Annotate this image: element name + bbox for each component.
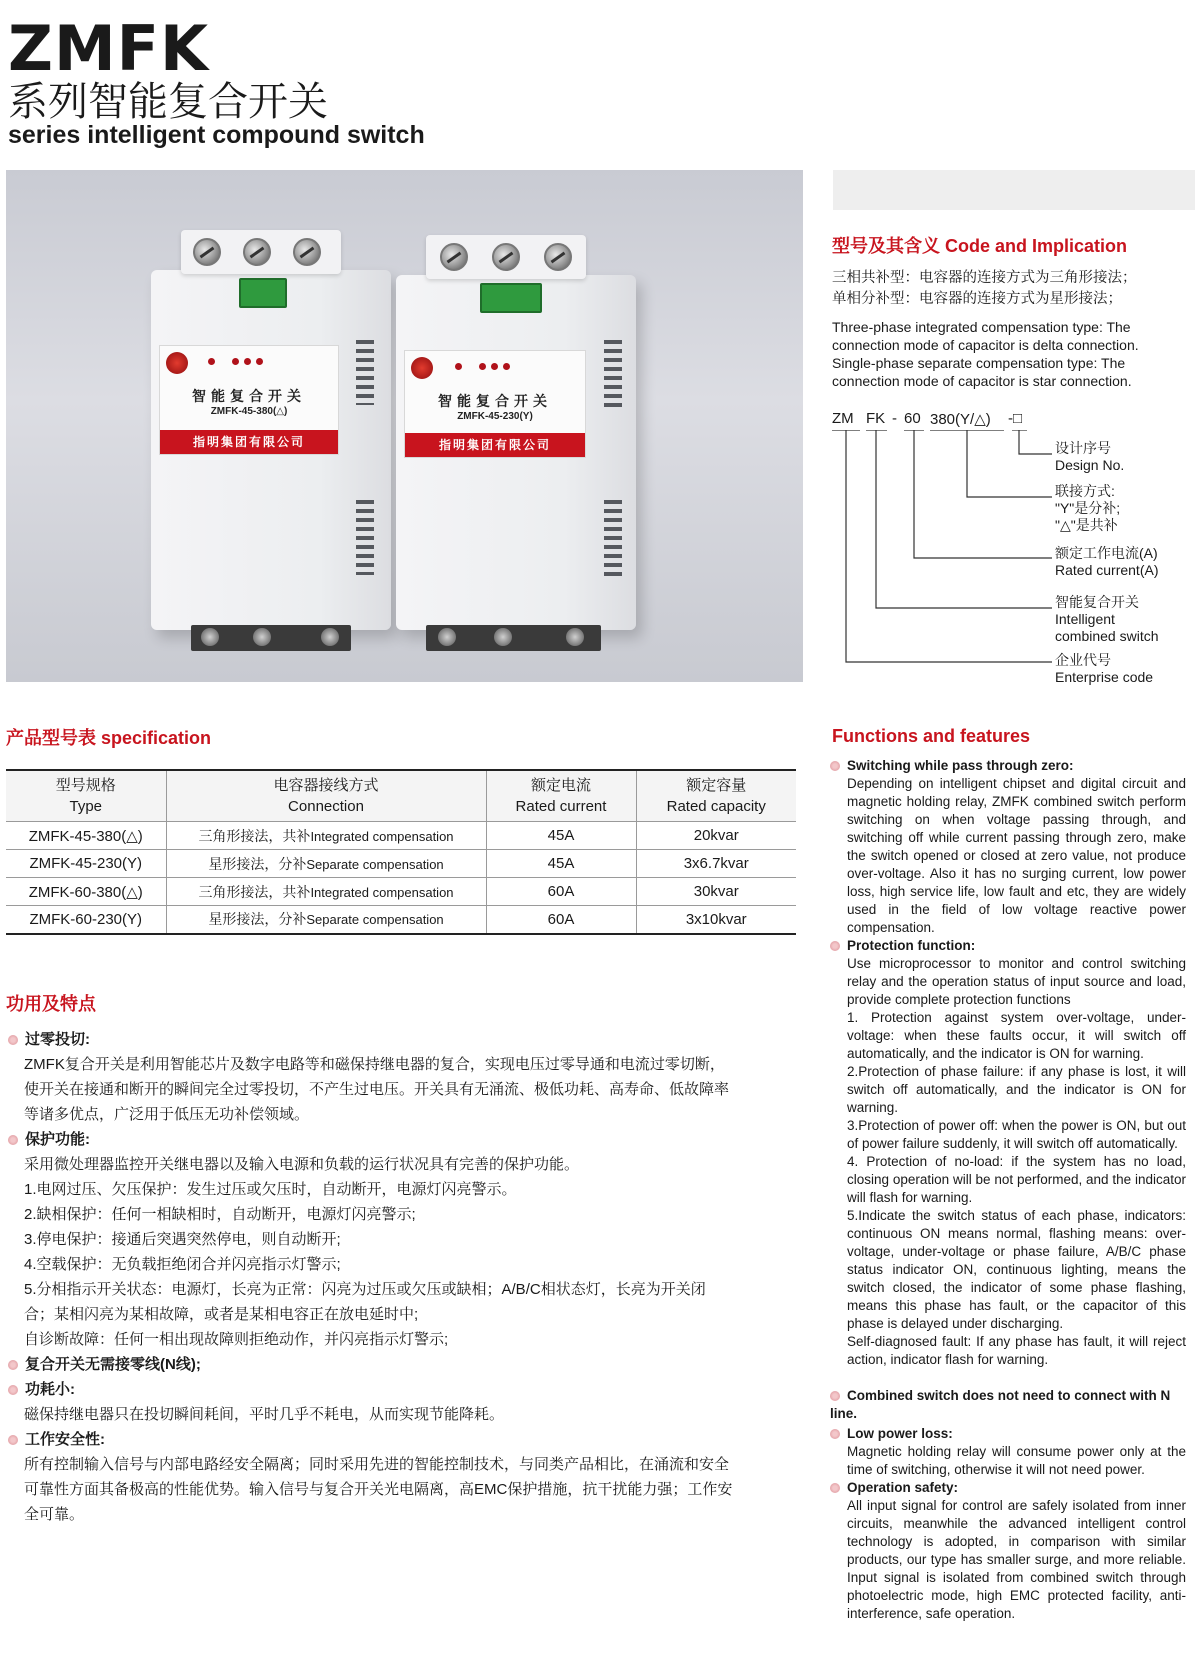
feature-en-low-power-text: Magnetic holding relay will consume power only at the time of switching, otherwise it will not need power.: [847, 1444, 1186, 1477]
cell-capacity: 20kvar: [636, 822, 796, 850]
device-right-company: 指明集团有限公司: [405, 433, 585, 457]
feature-en-safety: Operation safety:: [830, 1479, 958, 1497]
annotation-line: 额定工作电流(A): [1055, 545, 1158, 561]
code-diagram-lines: [832, 430, 1082, 670]
code-part-dash: -: [892, 410, 897, 427]
feature-cn-protection: 保护功能:: [8, 1127, 90, 1152]
table-row: [6, 906, 796, 934]
feature-cn-safety-text: 所有控制输入信号与内部电路经安全隔离；同时采用先进的智能控制技术，与同类产品相比，在涌流和安全 可靠性方面其备极高的性能优势。输入信号与复合开关光电隔离，高EMC保护措施，抗干扰能力强；工作安 全可靠。: [24, 1456, 733, 1523]
feature-en-low-power: Low power loss:: [830, 1425, 953, 1443]
device-left-label: [159, 345, 339, 455]
device-left-title: 智能复合开关: [192, 388, 306, 404]
annotation-design-no: [1055, 440, 1124, 474]
cell-capacity: 30kvar: [636, 878, 796, 906]
feature-en-protection: Protection function:: [830, 937, 975, 955]
annotation-line: Enterprise code: [1055, 669, 1154, 685]
annotation-line: combined switch: [1055, 628, 1159, 644]
table-row: [6, 822, 796, 850]
feature-en-zero-switching-text: Depending on intelligent chipset and digital circuit and magnetic holding relay, ZMFK combined switch perform switching on when voltage passing through, and switching off while current passing through zero, make the switch opened or closed at zero value, not produce over-voltage. Also it has no surging current, low power loss, high service life, low fault and etc, they are widely used in the field of low voltage reactive power compensation.: [847, 776, 1186, 935]
feature-cn-low-power: 功耗小:: [8, 1377, 75, 1402]
spec-header-connection: 电容器接线方式 Connection: [166, 770, 486, 822]
table-row: [6, 878, 796, 906]
annotation-line: 智能复合开关: [1055, 594, 1139, 610]
annotation-line: 联接方式:: [1055, 483, 1115, 499]
code-part-fk: FK: [866, 410, 886, 427]
code-desc-cn: [832, 268, 1137, 310]
code-desc-cn-line: 单相分补型：电容器的连接方式为星形接法；: [832, 291, 1122, 307]
feature-cn-zero-switching: 过零投切:: [8, 1027, 90, 1052]
spec-heading: 产品型号表 specification: [6, 728, 212, 748]
title-chinese: 系列智能复合开关: [8, 79, 328, 125]
device-left-model: ZMFK-45-380(△): [210, 406, 288, 417]
code-part-zm: ZM: [832, 410, 854, 427]
code-desc-en-line: connection mode of capacitor is delta connection.: [832, 337, 1139, 353]
device-left-company: 指明集团有限公司: [160, 430, 338, 454]
cell-connection: 三角形接法，共补Integrated compensation: [166, 878, 486, 906]
device-right: [396, 275, 636, 630]
code-desc-en-line: Three-phase integrated compensation type: The: [832, 319, 1131, 335]
code-heading: 型号及其含义 Code and Implication: [832, 236, 1128, 256]
feature-en-no-neutral: Combined switch does not need to connect with N line.: [830, 1388, 1171, 1421]
annotation-line: 设计序号: [1055, 440, 1111, 456]
cell-current: 45A: [486, 850, 636, 878]
cell-current: 60A: [486, 906, 636, 934]
device-right-title: 智能复合开关: [438, 393, 552, 409]
features-cn-heading: 功用及特点: [6, 994, 96, 1014]
code-part-connection: 380(Y/△): [930, 411, 991, 428]
cell-current: 60A: [486, 878, 636, 906]
code-part-design: -□: [1008, 410, 1023, 427]
cell-type: ZMFK-45-380(△): [6, 822, 166, 850]
spec-header-capacity: 额定容量 Rated capacity: [636, 770, 796, 822]
annotation-line: Intelligent: [1055, 611, 1115, 627]
cell-connection: 星形接法，分补Separate compensation: [166, 850, 486, 878]
feature-en-safety-text: All input signal for control are safely isolated from inner circuits, meanwhile the advanced intelligent control technology is adopted, in comparison with similar products, our type has smaller surge, and more reliable. Input signal is isolated from combined switch through photoelectric mode, high EMC protected facility, anti-interference, safe operation.: [847, 1498, 1186, 1621]
feature-en-protection-text: Use microprocessor to monitor and control switching relay and the operation status of input source and load, provide complete protection functions 1. Protection against system over-voltage, under-voltage: when these faults occur, it will switch off automatically, and the indicator is ON for warning. 2.Protection of phase failure: if any phase is lost, it will switch off automatically, and the indicator is ON for warning. 3.Protection of power off: when the power is ON, but out of power failure suddenly, it will switch off automatically. 4. Protection of no-load: if the system has no load, closing operation will be not performed, and the indicator will flash for warning. 5.Indicate the switch status of each phase, indicators: continuous ON means normal, flashing means: over-voltage, under-voltage or phase failure, A/B/C phase status indicator ON, continuous lighting, means the switch closed, the indicator of some phase flashing, means this phase has fault, or the capacitor of this phase is delayed under discharging. Self-diagnosed fault: If any phase has fault, it will reject action, indicator flash for warning.: [847, 956, 1186, 1367]
annotation-line: "Y"是分补;: [1055, 500, 1121, 516]
cell-capacity: 3x10kvar: [636, 906, 796, 934]
annotation-line: 企业代号: [1055, 652, 1111, 668]
device-left: [151, 270, 391, 630]
cell-type: ZMFK-60-230(Y): [6, 906, 166, 934]
annotation-line: Rated current(A): [1055, 562, 1159, 578]
product-photo: [6, 170, 803, 682]
annotation-connection: [1055, 483, 1120, 534]
cell-type: ZMFK-60-380(△): [6, 878, 166, 906]
table-row: [6, 850, 796, 878]
annotation-rated-current: [1055, 545, 1158, 579]
feature-cn-low-power-text: 磁保持继电器只在投切瞬间耗间，平时几乎不耗电，从而实现节能降耗。: [24, 1406, 505, 1423]
code-desc-en: [832, 318, 1139, 390]
annotation-enterprise-code: [1055, 652, 1153, 686]
cell-connection: 星形接法，分补Separate compensation: [166, 906, 486, 934]
spec-table: [6, 769, 796, 935]
feature-cn-safety: 工作安全性:: [8, 1427, 105, 1452]
cell-type: ZMFK-45-230(Y): [6, 850, 166, 878]
spec-header-type: 型号规格 Type: [6, 770, 166, 822]
feature-cn-no-neutral: 复合开关无需接零线(N线);: [8, 1352, 201, 1377]
code-desc-en-line: Single-phase separate compensation type: The: [832, 355, 1126, 371]
features-en-heading: Functions and features: [832, 726, 1031, 746]
brand-title: ZMFK: [8, 12, 210, 85]
code-part-current: 60: [904, 410, 921, 427]
title-english: series intelligent compound switch: [8, 121, 425, 149]
annotation-line: Design No.: [1055, 457, 1125, 473]
cell-connection: 三角形接法，共补Integrated compensation: [166, 822, 486, 850]
spec-header-current: 额定电流 Rated current: [486, 770, 636, 822]
feature-cn-zero-switching-text: ZMFK复合开关是利用智能芯片及数字电路等和磁保持继电器的复合，实现电压过零导通和电流过零切断， 使开关在接通和断开的瞬间完全过零投切，不产生过电压。开关具有无涌流、极低功耗、高寿命、低故障率 等诸多优点，广泛用于低压无功补偿领域。: [24, 1056, 730, 1123]
annotation-intelligent-switch: [1055, 594, 1159, 645]
code-desc-cn-line: 三相共补型：电容器的连接方式为三角形接法；: [832, 270, 1137, 286]
annotation-line: "△"是共补: [1055, 517, 1118, 533]
device-right-model: ZMFK-45-230(Y): [457, 411, 533, 422]
feature-cn-protection-text: 采用微处理器监控开关继电器以及输入电源和负载的运行状况具有完善的保护功能。 1.电网过压、欠压保护：发生过压或欠压时，自动断开，电源灯闪亮警示。 2.缺相保护：任何一相缺相时，自动断开，电源灯闪亮警示; 3.停电保护：接通后突遇突然停电，则自动断开; 4.空载保护：无负载拒绝闭合并闪亮指示灯警示; 5.分相指示开关状态：电源灯，长亮为正常：闪亮为过压或欠压或缺相；A/B/C相状态灯，长亮为开关闭 合；某相闪亮为某相故障，或者是某相电容正在放电延时中; 自诊断故障：任何一相出现故障则拒绝动作，并闪亮指示灯警示;: [24, 1156, 706, 1348]
decorative-bar: [833, 170, 1195, 210]
device-right-label: [404, 350, 586, 458]
cell-current: 45A: [486, 822, 636, 850]
feature-en-zero-switching: Switching while pass through zero:: [830, 757, 1074, 775]
cell-capacity: 3x6.7kvar: [636, 850, 796, 878]
code-desc-en-line: connection mode of capacitor is star connection.: [832, 373, 1132, 389]
